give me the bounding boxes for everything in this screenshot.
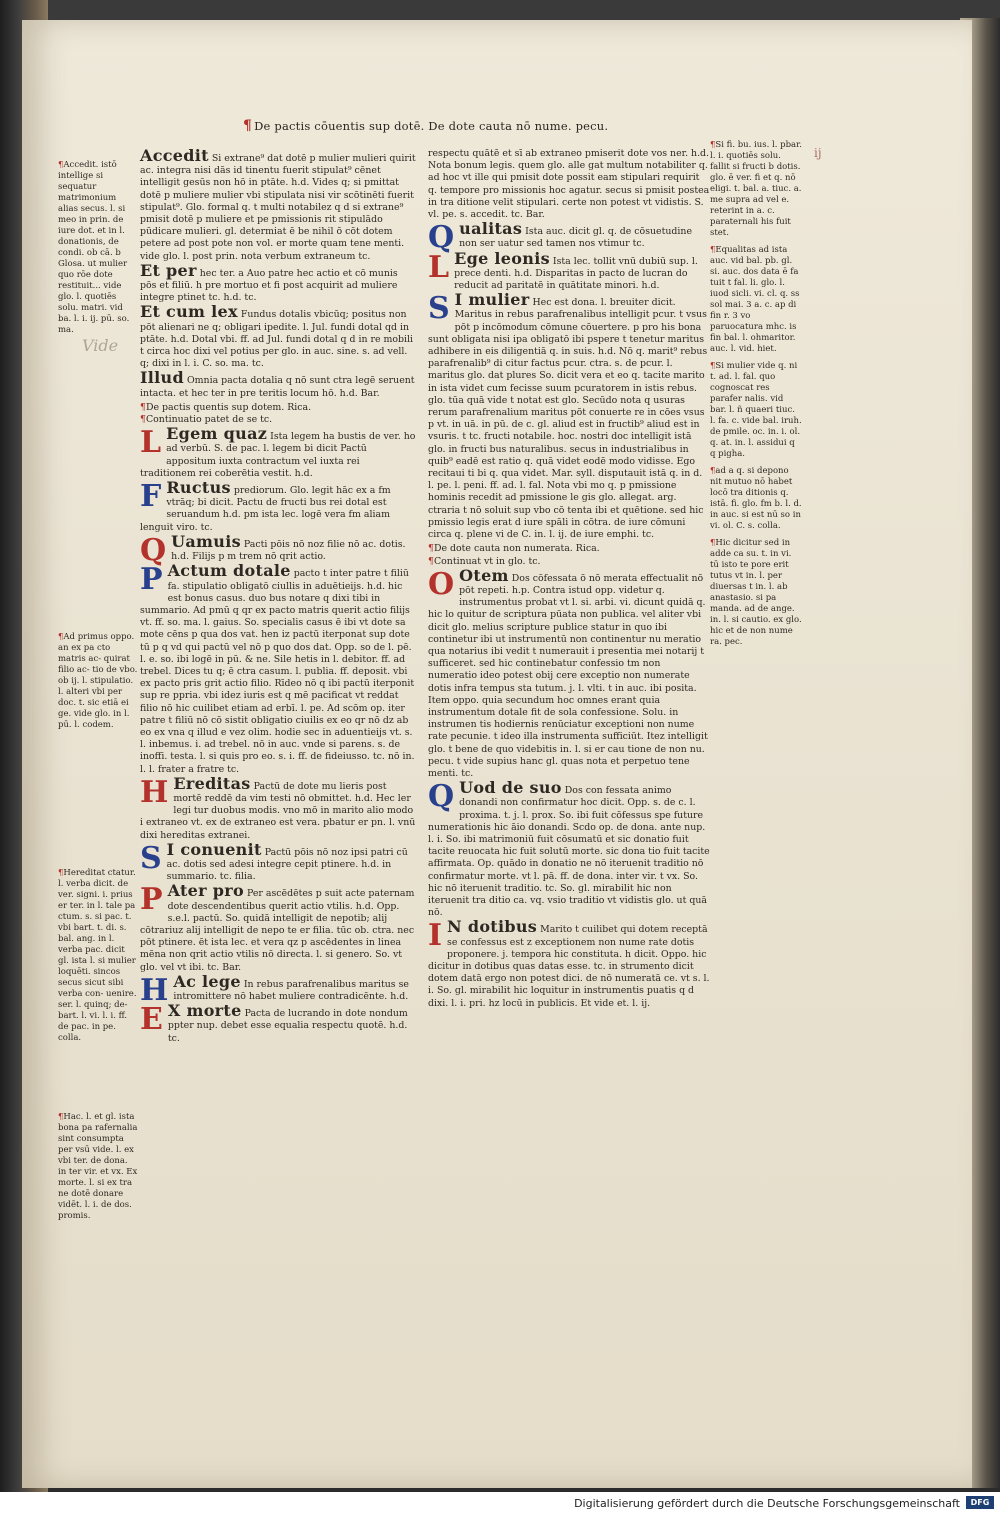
paragraph-text: Pacta de lucrando in dote nondum ppter nup. debet esse equalia respectu quotē. h.d. tc. <box>167 1008 408 1044</box>
main-paragraph-illud <box>140 368 416 399</box>
pilcrow-icon: ¶ <box>710 538 716 548</box>
digitization-footer <box>0 1492 1000 1515</box>
mid-paragraph-qualitas <box>428 219 710 256</box>
gloss-text: Si fi. bu. ius. l. pbar. l. i. quotiēs solu. fallit si fructi b dotis. glo. ē ver. fi et q. nō eligi. t. bal. a. tiuc. a. me supra ad vel e. reterint in a. c. paraternali his fuit stet. <box>710 140 802 238</box>
left-gloss-1 <box>58 160 138 336</box>
right-gloss-5 <box>710 538 802 648</box>
mid-paragraph-si-mulier <box>428 290 710 541</box>
gloss-text: Accedit. istō intellige si sequatur matrimonium alias secus. l. si meo in prin. de iure dot. et in l. donationis, de condi. ob cā. b Glosa. ut mulier quo rōe dote restituit... vide glo. l. quotiēs solu. matri. vid ba. l. i. ij. pū. so. ma. <box>58 160 130 335</box>
paragraph-text: pacto t inter patre t filiū fa. stipulatio obligatō ciullis in aduētieijs. h.d. hic est bonus casus. duo bus notare q dixi tibi in summario. Ad pmū q qr ex pacto matris querit actio filijs vt. ff. so. ma. l. gaius. So. specialis casus ē ibi vt dote sa mote cēns p qua dos vat. hen iz pactū iterponat sup dote tū p q vd qui pactū vel nō p quo dos dat. Opp. so de l. pē. l. e. so. ibi logē in pū. & ne. Sile hetis in l. debitor. ff. ad trebel. Dices tu q; ē ctra casum. l. publia. ff. deposit. vbi ex pacto pris grit actio filio. Rīdeo nō q ibi pactū iterponit sup re ppria. vbi idez iuris est q mē pacificat vt reddat filio nō hic cuilibet etiam ad erbī. l. pe. Ad scōm op. iter patre t filiū nō cō sistit obligatio ciuilis ex eo qr nō dz ab eo ex vna q illud e vez olim. hodie sec in aduentieijs vt. s. l. inbemus. i. ad trebel. nō in auc. vnde si parens. s. de inoffi. testa. l. si quis pro eo. s. i. ff. de fideiusso. tc. nō in. l. l. frater a fratre tc. <box>140 568 415 775</box>
paragraph-text: Pactū de dote mu lieris post mortē reddē da vim testi nō obmittet. h.d. Hec ler legi tur duobus modis. vno mō in marito alio modo i extraneo vt. ex de extraneo est vera. pbatur er pn. l. vnū dixi hereditas extranei. <box>140 780 416 841</box>
lemma: Ater pro <box>167 881 244 901</box>
rubric-de-dote-cauta <box>428 543 710 567</box>
main-paragraph-si-conuenit <box>140 839 416 884</box>
mid-paragraph-in-dotibus <box>428 917 710 1009</box>
middle-column <box>428 148 710 1012</box>
lemma: Accedit <box>140 146 209 165</box>
paragraph-text: Ista lec. tollit vnū dubiū sup. l. prece denti. h.d. Disparitas in pacto de lucran do reducit ad paritatē in quātitate minori. h.d. <box>454 255 698 292</box>
lemma: Uamuis <box>171 531 241 551</box>
paragraph-text: Dos cōfessata ō nō merata effectualit nō pōt repeti. h.p. Contra istud opp. videtur q. instrumentus probat vt l. si. arbi. vi. dicunt quidā q. hic lo quitur de scriptura pūata non publica. vel aliter vbi dicit glo. melius scripture publice statur in quo ibi continetur ibi ut instrumentū non continentur nu meratio qua notarius ibi vedit t numerauit i presentia mei notarij t sufficeret. sed hic continebatur confessio tm non numeratio ideo potest obij cere exceptio non numerate dotis infra tempus sta tutum. j. l. vlti. t in auc. ibi posita. Item oppo. quia secundum hoc omnes erant quia instrumentum dotale fit de sola confessione. Solu. in instrumen tis hodiernis renūciatur exceptioni non nume rate pecunie. t ideo illa instrumenta sufficiūt. Itez intelligit glo. t bene de quo videbitis in. l. si er cau tione de non nu. pecu. t vide supius hanc gl. quas nota et perpetuo tene menti. tc. <box>428 572 708 779</box>
pilcrow-icon: ¶ <box>710 466 716 476</box>
pilcrow-icon: ¶ <box>710 361 716 371</box>
right-gloss-4 <box>710 466 802 532</box>
rubric-text: De dote cauta non numerata. Rica. <box>433 543 600 555</box>
lemma: Uod de suo <box>459 778 562 798</box>
main-paragraph-fructus <box>140 478 416 534</box>
lemma: Ereditas <box>173 773 251 793</box>
right-gloss-2 <box>710 245 802 355</box>
gloss-text: ad a q. si depono nit mutuo nō habet locō tra ditionis q. istā. fi. glo. fm b. l. d. in auc. si est nū so in vi. ol. C. s. colla. <box>710 466 802 531</box>
initial-letter: F <box>140 479 162 515</box>
initial-letter: E <box>140 1002 163 1038</box>
rubric-text: De pactis quentis sup dotem. Rica. <box>145 401 312 413</box>
main-paragraph-pactum-dotale <box>140 561 416 775</box>
main-column <box>140 146 416 1047</box>
dfg-logo-icon: DFG <box>966 1496 994 1509</box>
rubric-text: Continuatio patet de se tc. <box>145 414 273 426</box>
pilcrow-icon: ¶ <box>58 868 64 878</box>
running-head <box>243 118 608 134</box>
right-gloss-column <box>710 140 802 654</box>
lemma: Actum dotale <box>167 561 291 581</box>
main-paragraph-quamuis <box>140 531 416 568</box>
pilcrow-icon: ¶ <box>58 160 64 170</box>
running-head-text: De pactis cōuentis sup dotē. De dote cauta nō nume. pecu. <box>254 119 609 133</box>
paragraph-text: Ista auc. dicit gl. q. de cōsuetudine non ser uatur sed tamen nos vtimur tc. <box>459 226 692 250</box>
lemma: Ege leonis <box>454 248 550 268</box>
lemma: Egem quaz <box>166 424 268 444</box>
initial-letter: P <box>140 882 163 918</box>
manuscript-folio-mark: ij <box>814 146 822 160</box>
initial-letter: S <box>140 840 162 876</box>
mid-paragraph-quod-de-suo <box>428 778 710 919</box>
paragraph-text: Dos con fessata animo donandi non confirmatur hoc dicit. Opp. s. de c. l. proxima. t. j. l. prox. So. ibi fuit cōfessus spe future numerationis hic āio donandi. Scdo op. de dona. ante nup. l. i. So. ibi matrimoniū fuit cōsumatū et sic donatio fuit tacite reuocata hic fuit solutū morte. sic dona tio fuit tacite affirmata. Op. quādo in donatio ne nō iteruenit traditio nō confirmatur morte. vt l. pā. ff. de dona. inter vir. t vx. So. hic nō iteruenit traditio. tc. So. gl. mirabilit hic non iteruenit tra ditio ca. vq. vsio traditio vt vidistis glo. ut quā nō. <box>428 785 710 919</box>
gloss-text: Hereditat ctatur. l. verba dicit. de ver. signi. i. prius er ter. in l. tale pa ctum. s. si pac. t. vbi bart. t. di. s. bal. ang. in l. verba pac. dicit gl. ista l. si mulier loquēti. sincos secus sicut sibi verba con- uenire. ser. l. quinq; de- bart. l. vi. l. i. ff. de pac. in pe. colla. <box>58 868 137 1043</box>
lemma: Otem <box>459 565 509 585</box>
lemma: X morte <box>167 1001 242 1021</box>
lemma: I conuenit <box>166 839 262 859</box>
main-paragraph-hereditas <box>140 773 416 842</box>
lemma: Ructus <box>166 478 231 498</box>
right-gloss-1 <box>710 140 802 239</box>
main-paragraph-et-per <box>140 260 416 305</box>
initial-letter: Q <box>428 220 455 256</box>
footer-credit: Digitalisierung gefördert durch die Deutsche Forschungsgemeinschaft <box>574 1497 960 1510</box>
initial-letter: Q <box>140 532 167 568</box>
lemma: Et per <box>140 260 197 280</box>
initial-letter: Q <box>428 779 455 815</box>
gloss-text: Equalitas ad ista auc. vid bal. pb. gl. si. auc. dos data ē fa tuit t fal. li. glo. l. iuod sicli. vi. cl. q. ss sol mai. 3 a. c. ap di fin r. 3 vo paruocatura mhc. is fin bal. l. ohmaritor. auc. l. vid. hiet. <box>710 245 800 354</box>
main-paragraph-ex-morte <box>140 1001 416 1045</box>
paragraph-text: Si extrane⁹ dat dotē p mulier mulieri quirit ac. integra nisi dās id tinentu fuerit stipulat⁹ cēnet intelligit gesūs non hō in ptāte. h.d. Vides q; si pmittat dotē p muliere mulier vbi stipulata nisi vir scōtinēti fuerit stipulat⁹. Glo. formal q. t multi notabilez q d si extrane⁹ pmisit dotē p muliere et pe pmissionis rit stipulādo pūdicare mulieri. gl. determiat ē be nihil ō cōt dotem petere ad post pote non vol. er morte quam tene menti. vide glo. l. post prin. nota verbum extraneum tc. <box>140 153 416 262</box>
gloss-text: Ad primus oppo. an ex pa cto matris ac- quirat filio ac- tio de vbo. ob ij. l. stipulatio. l. alteri vbi per doc. t. sic etiā ei ge. vide glo. in l. pū. l. codem. <box>58 632 138 730</box>
main-paragraph-accedit <box>140 146 416 263</box>
rubric-de-pactis <box>140 402 416 426</box>
lemma: ualitas <box>459 219 523 239</box>
pilcrow-icon: ¶ <box>58 1112 64 1122</box>
lemma: N dotibus <box>447 917 538 937</box>
paragraph-text: Fundus dotalis vbicūq; positus non pōt alienari ne q; obligari ipedite. l. Jul. fundi dotal qd in ptāte. h.d. Dotal vbi. ff. ad Jul. fundi dotal q d in re mobili t circa hoc dixi vel potius per glo. in auc. sine. s. ad vell. q; dixi in l. i. C. so. ma. tc. <box>140 309 414 370</box>
initial-letter: S <box>428 291 450 327</box>
initial-letter: O <box>428 566 455 602</box>
scanner-frame-top <box>0 0 1000 22</box>
pilcrow-icon: ¶ <box>58 632 64 642</box>
paragraph-text: Omnia pacta dotalia q nō sunt ctra legē seruent intacta. et hec ter in pre teritis locum hō. h.d. Bar. <box>140 375 415 399</box>
left-gloss-4 <box>58 1112 138 1222</box>
initial-letter: L <box>140 425 162 461</box>
pilcrow-icon: ¶ <box>710 140 716 150</box>
initial-letter: I <box>428 918 443 954</box>
mid-paragraph-respectu <box>428 148 710 221</box>
paragraph-text: prediorum. Glo. legit hāc ex a fm vtrāq; bi dicit. Pactu de fructi bus rei dotal est seruandum h.d. pm ista lec. logē vera fm aliam lenguit viro. tc. <box>140 485 391 533</box>
initial-letter: P <box>140 562 163 598</box>
lemma: I mulier <box>454 290 530 310</box>
pilcrow-icon: ¶ <box>243 118 253 134</box>
paragraph-text: hec ter. a Auo patre hec actio et cō munis pōs et filiū. h pre mortuo et fi post acquirit ad muliere integre ptinet tc. h.d. tc. <box>140 267 398 304</box>
paragraph-text: In rebus parafrenalibus maritus se intromittere nō habet muliere contradicēnte. h.d. <box>173 978 409 1002</box>
lemma: Ac lege <box>173 971 241 991</box>
initial-letter: H <box>140 774 169 810</box>
mid-paragraph-lege-leonis <box>428 248 710 293</box>
paragraph-text: Per ascēdētes p suit acte paternam dote descendentibus querit actio vtilis. h.d. Opp. s.e.l. pactū. So. quidā intelligit de nepotib; alij cōtrariuz alij intelligit de nepo te er filia. tūc ob. ctra. nec pōt ptinere. ēt ista lec. et vera qz p ascēdentes in linea mēna non qrit actio vtilis nō directa. l. si genero. So. vt glo. vel vt ibi. tc. Bar. <box>140 888 415 973</box>
pilcrow-icon: ¶ <box>428 555 434 567</box>
paragraph-text: Hec est dona. l. breuiter dicit. Maritus in rebus parafrenalibus intelligit pcur. t vsus pōt p incōmodum cōmune cōuertere. p pro his bona sunt obligata nisi ipa obligatō ibi pspere t tenetur maritus adhibere in eis diligentiā q. in suis. h.d. Nō q. marit⁹ rebus parafrenalib⁹ di citur factus pcur. ctra. s. de pcur. l. maritus glo. dat plures So. dicit vera et eo q. tacite marito in ista videt cum fecisse suum pcuratorem in istis rebus. glo. tūa quā vide t notat est glo. Secūdo nota q usuras rerum parafrenalium maritus pōt conuerte re in cōes vsus p vt. in uā. in pū. de c. gl. aliud est in fructib⁹ aliud est in vsuris. t tc. fructi notabile. hoc. nostri doc intelligit istā glo. in fructi bus naturalibus. secus in industrialibus in quib⁹ eadē est ratio q. quā videt eodē modo vidisse. Ego recitaui ti bi q. qua videt. Mar. syll. disputauit istā q. in d. l. pe. l. peni. ff. ad. l. fal. Nota vbi mo q. p pmissione hominis recedit ad pmissione le gis glo. allegat. arg. ctraria t nō soluit sup vbo cō tenta ibi et quētione. sed hic pmissio legis erat d iure spāli in cōtra. de iure cōmuni circa q. plene vi de C. in. l. ij. de iure emphi. tc. <box>428 297 708 541</box>
main-paragraph-et-cum-lex <box>140 302 416 370</box>
gloss-text: Hic dicitur sed in adde ca su. t. in vi. tū isto te pore erit tutus vt in. l. per diuersas t in. l. ab anastasio. si pa manda. ad de ange. in. l. si cautio. ex glo. hic et de non nume ra. pec. <box>710 538 802 647</box>
paragraph-text: respectu quātē et sī ab extraneo pmiserit dote vos ner. h.d. Nota bonum legis. quem glo. alle gat multum notabiliter q. ad hoc vt ille qui pmisit dote possit eam stipulari requirit q. tempore pro missionis hoc agatur. secus si pmisit postea in tra ditione velit stipulari. certe non potest vt vidistis. S. vl. pe. s. accedit. tc. Bar. <box>428 148 710 221</box>
main-paragraph-hac-lege <box>140 971 416 1008</box>
initial-letter: L <box>428 249 450 285</box>
main-paragraph-pater-pro <box>140 881 416 973</box>
manuscript-note: Vide <box>82 336 119 355</box>
lemma: Illud <box>140 368 184 388</box>
gloss-text: Hac. l. et gl. ista bona pa rafernalia sint consumpta per vsū vide. l. ex vbi ter. de dona. in ter vir. et vx. Ex morte. l. si ex tra ne dotē donare vidēt. l. i. de dos. promis. <box>58 1112 138 1221</box>
paragraph-text: Pactū pōis nō noz ipsi patri cū ac. dotis sed adesi integre cepit ptinere. h.d. in summario. tc. filia. <box>166 846 408 883</box>
initial-letter: H <box>140 972 169 1008</box>
pilcrow-icon: ¶ <box>140 414 146 426</box>
paragraph-text: Marito t cuilibet qui dotem receptā se confessus est z exceptionem non nume rate dotis proponere. j. tempora hic constituta. h dicit. Oppo. hic dicitur in dotibus quas datas esse. tc. in strumento dicit dotem datā ergo non potest dici. de nō numeratā ce. vt s. l. i. So. gl. mirabilit hic loquitur in instrumentis puatis q d dixi. l. i. pri. hz locū in publicis. Et vide et. l. ij. <box>428 924 710 1009</box>
right-gloss-3 <box>710 361 802 460</box>
rubric-text: Continuat vt in glo. tc. <box>433 555 541 567</box>
main-paragraph-legem <box>140 424 416 480</box>
mid-paragraph-dotem <box>428 565 710 780</box>
lemma: Et cum lex <box>140 302 238 322</box>
pilcrow-icon: ¶ <box>140 401 146 413</box>
left-gloss-2 <box>58 632 138 731</box>
pilcrow-icon: ¶ <box>710 245 716 255</box>
left-gloss-3 <box>58 868 138 1044</box>
gloss-text: Si mulier vide q. ni t. ad. l. fal. quo cognoscat res parafer nalis. vid bar. l. ñ quaeri tiuc. l. fa. c. vide bal. iruh. de pmile. oc. in. i. ol. q. at. in. l. assidui q q pigha. <box>710 361 802 459</box>
pilcrow-icon: ¶ <box>428 543 434 555</box>
paragraph-text: Pacti pōis nō noz filie nō ac. dotis. h.d. Filijs p m trem nō qrit actio. <box>171 538 406 563</box>
paragraph-text: Ista legem ha bustis de ver. ho ad verbū. S. de pac. l. legem bi dicit Pactū appositum iuxta contractum vel iuxta rei traditionem rei coberētia vestit. h.d. <box>140 431 416 479</box>
